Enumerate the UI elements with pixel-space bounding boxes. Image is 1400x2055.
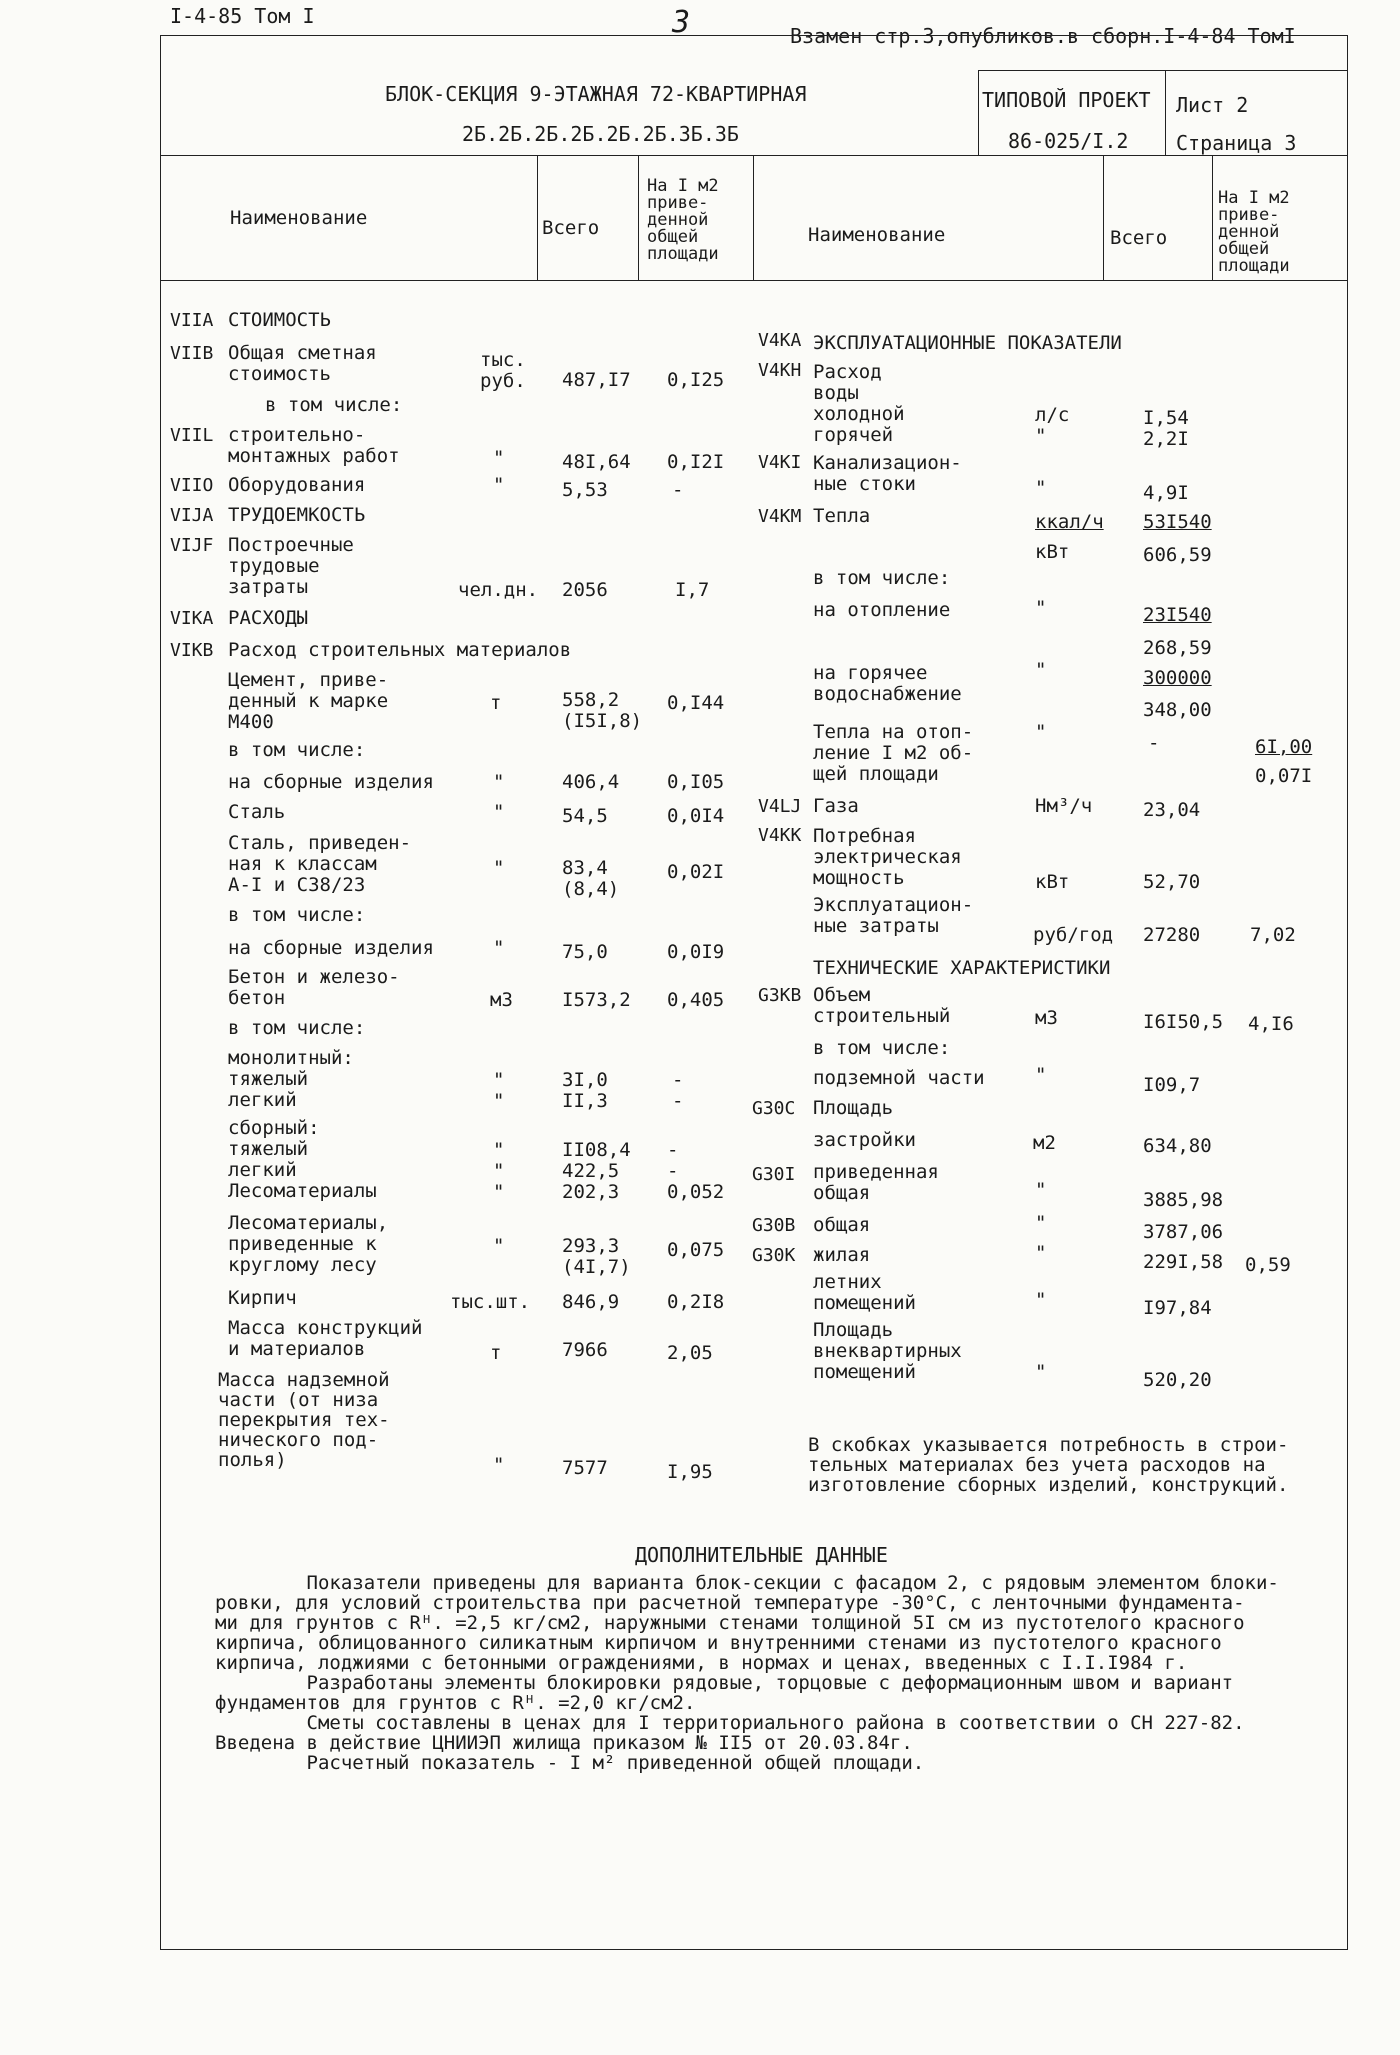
code: V4КН — [758, 360, 802, 381]
sheet-number: Лист 2 — [1176, 93, 1249, 117]
row-total: 229I,58 — [1143, 1251, 1224, 1273]
row-name: Газа — [813, 795, 859, 817]
row-unit: " — [493, 474, 505, 496]
header-per-m2-left: На I м2 приве- денной общей площади — [647, 176, 719, 264]
replace-note: Взамен стр.3,опубликов.в сборн.I-4-84 ТомI — [790, 24, 1296, 48]
series-label: I-4-85 Том I — [170, 4, 315, 28]
row-total: 487,I7 — [562, 369, 631, 391]
row-total: 2056 — [562, 579, 608, 601]
row-unit: л/с " — [1035, 404, 1070, 447]
row-unit: т — [490, 1342, 502, 1364]
row-total: 558,2 (I5I,8) — [562, 689, 643, 732]
row-total: 54,5 — [562, 805, 608, 827]
row-total-2: 348,00 — [1143, 699, 1212, 721]
row-name: сборный: тяжелый легкий Лесоматериалы — [228, 1117, 377, 1202]
row-unit: м3 — [1035, 1007, 1058, 1029]
code: G30В — [752, 1215, 796, 1236]
row-unit: руб/год — [1033, 924, 1114, 946]
row-name: Масса конструкций и материалов — [228, 1317, 423, 1360]
row-name: в том числе: — [813, 1037, 951, 1059]
row-name: Лесоматериалы, приведенные к круглому лесу — [228, 1212, 389, 1276]
additional-data-text: Показатели приведены для варианта блок-секции с фасадом 2, с рядовым элементом блоки- ровки, для условий строительства при расчетной температуре -30°С, с ленточными фундамента- ми для грунтов с Rᴴ. =2,5 кг/см2, наружными стенами толщиной 5I см из пустотелого красного кирпича, облицованного силикатным кирпичом и внутренними стенами из пустотелого красного кирпича, лоджиями с бетонными ограждениями, в нормах и ценах, введенных с I.I.I984 г. Разработаны элементы блокировки рядовые, торцовые с деформационным швом и вариант фундаментов для грунтов с Rᴴ. =2,0 кг/см2. Сметы составлены в ценах для I территориального района в соответствии о СН 227-82. Введена в действие ЦНИИЭП жилища приказом № II5 от 20.03.84г. Расчетный показатель - I м² приведенной общей площади. — [215, 1572, 1279, 1774]
row-per-m2: 4,I6 — [1248, 1013, 1294, 1035]
row-total: 293,3 (4I,7) — [562, 1235, 631, 1278]
row-name: Тепла — [813, 505, 871, 527]
row-unit: " — [1035, 1289, 1047, 1311]
row-per-m2: 0,59 — [1245, 1254, 1291, 1276]
title-sep-2 — [1165, 70, 1166, 155]
row-unit: " — [1035, 597, 1047, 619]
page-mark: 3 — [672, 5, 691, 40]
row-name: жилая — [813, 1244, 871, 1266]
title-divider — [160, 155, 1348, 156]
row-unit: ккал/ч — [1035, 511, 1104, 533]
code: G30I — [752, 1164, 796, 1185]
row-unit: " — [1035, 1242, 1047, 1264]
row-unit: " — [493, 447, 505, 469]
code: VIКА — [170, 608, 214, 629]
row-name: Площадь внеквартирных помещений — [813, 1319, 962, 1383]
code: G30С — [752, 1098, 796, 1119]
row-name: приведенная общая — [813, 1161, 939, 1204]
row-total: 3I,0 II,3 — [562, 1069, 608, 1112]
row-unit: " — [493, 1454, 505, 1476]
row-name: Расход воды холодной горячей — [813, 361, 905, 446]
row-name: ТРУДОЕМКОСТЬ — [228, 504, 366, 526]
row-unit: " — [493, 771, 505, 793]
row-name: Кирпич — [228, 1287, 297, 1309]
row-name: Канализацион- ные стоки — [813, 452, 962, 495]
row-unit: кВт — [1035, 871, 1070, 893]
header-name-right: Наименование — [808, 224, 946, 246]
row-unit: " — [493, 857, 505, 879]
page-number: Страница 3 — [1176, 131, 1297, 155]
row-name: Построечные трудовые затраты — [228, 534, 354, 598]
row-name: Эксплуатацион- ные затраты — [813, 894, 974, 937]
row-name: Потребная электрическая мощность — [813, 825, 962, 889]
additional-data-heading: ДОПОЛНИТЕЛЬНЫЕ ДАННЫЕ — [635, 1543, 888, 1567]
row-total: I6I50,5 — [1143, 1011, 1224, 1033]
hdr-sep-3 — [753, 155, 754, 280]
row-total: 5,53 — [562, 479, 608, 501]
brackets-note: В скобках указывается потребность в строи- тельных материалах без учета расходов на изготовление сборных изделий, конструкций. — [808, 1434, 1289, 1496]
row-total: 75,0 — [562, 941, 608, 963]
row-name: Цемент, приве- денный к марке М400 — [228, 669, 389, 733]
row-per-m2: 0,I2I — [667, 451, 725, 473]
row-name: Масса надземной части (от низа перекрытия тех- нического под- полья) — [218, 1369, 390, 1471]
row-name: на отопление — [813, 599, 951, 621]
row-per-m2: 0,075 — [667, 1239, 725, 1261]
code: G30К — [752, 1245, 796, 1266]
row-per-m2: 0,0I9 — [667, 941, 725, 963]
row-name: общая — [813, 1214, 871, 1236]
row-per-m2: 0,I25 — [667, 369, 725, 391]
row-unit: м2 — [1033, 1132, 1056, 1154]
row-total: 27280 — [1143, 924, 1201, 946]
code: V4КМ — [758, 506, 802, 527]
row-unit: " — [1035, 477, 1047, 499]
row-name: на сборные изделия — [228, 937, 434, 959]
row-per-m2: 0,405 — [667, 989, 725, 1011]
code: VIIL — [170, 425, 214, 446]
row-per-m2: 0,0I4 — [667, 805, 725, 827]
row-total: 23I540 — [1143, 604, 1212, 626]
row-name: Общая сметная стоимость — [228, 342, 377, 385]
row-unit: " — [493, 937, 505, 959]
row-total: I,54 2,2I — [1143, 407, 1189, 450]
row-per-m2: 0,2I8 — [667, 1291, 725, 1313]
header-total-left: Всего — [542, 217, 600, 239]
row-unit-2: кВт — [1035, 541, 1070, 563]
row-name: в том числе: — [813, 567, 951, 589]
title-sep-1 — [978, 70, 979, 155]
code: VIIА — [170, 310, 214, 331]
row-per-m2-2: 0,07I — [1255, 765, 1313, 787]
row-name: Сталь — [228, 801, 286, 823]
row-name: на горячее водоснабжение — [813, 662, 962, 705]
row-total: - — [1148, 732, 1160, 754]
row-per-m2: 0,I44 — [667, 692, 725, 714]
row-per-m2: I,7 — [675, 579, 710, 601]
row-total: 634,80 — [1143, 1135, 1212, 1157]
row-unit: " — [1035, 1179, 1047, 1201]
row-name: подземной части — [813, 1067, 985, 1089]
row-per-m2: 7,02 — [1250, 924, 1296, 946]
row-name: СТОИМОСТЬ — [228, 309, 331, 331]
row-name: строительно- монтажных работ — [228, 424, 400, 467]
row-unit: " " " — [493, 1139, 505, 1203]
row-per-m2: I,95 — [667, 1461, 713, 1483]
header-per-m2-right: На I м2 приве- денной общей площади — [1218, 188, 1290, 276]
row-unit: чел.дн. — [458, 579, 539, 601]
document-title: БЛОК-СЕКЦИЯ 9-ЭТАЖНАЯ 72-КВАРТИРНАЯ — [385, 82, 807, 106]
header-name-left: Наименование — [230, 207, 368, 229]
row-name: застройки — [813, 1129, 916, 1151]
row-total-2: 606,59 — [1143, 544, 1212, 566]
row-total: 48I,64 — [562, 451, 631, 473]
code: V4LJ — [758, 796, 802, 817]
row-name: Объем строительный — [813, 984, 951, 1027]
row-total-2: 268,59 — [1143, 637, 1212, 659]
row-name: РАСХОДЫ — [228, 607, 309, 629]
row-name: в том числе: — [228, 1017, 366, 1039]
row-total: 406,4 — [562, 771, 620, 793]
row-per-m2: - — [672, 479, 684, 501]
row-unit: м3 — [490, 989, 513, 1011]
row-per-m2: - - 0,052 — [667, 1139, 725, 1203]
project-label: ТИПОВОЙ ПРОЕКТ — [982, 88, 1151, 112]
row-name: Сталь, приведен- ная к классам А-I и С38/23 — [228, 832, 412, 896]
row-name: на сборные изделия — [228, 771, 434, 793]
row-unit: " — [1035, 721, 1047, 743]
row-total: I97,84 — [1143, 1297, 1212, 1319]
row-unit: " — [493, 801, 505, 823]
row-name: Площадь — [813, 1097, 894, 1119]
document-subtitle: 2Б.2Б.2Б.2Б.2Б.2Б.3Б.3Б — [462, 122, 739, 146]
code: G3КВ — [758, 985, 802, 1006]
row-total: 52,70 — [1143, 871, 1201, 893]
row-name: летних помещений — [813, 1271, 916, 1314]
row-total: 3787,06 — [1143, 1221, 1224, 1243]
row-per-m2: - - — [672, 1069, 684, 1112]
row-total: 23,04 — [1143, 799, 1201, 821]
code: VIJА — [170, 505, 214, 526]
row-name: в том числе: — [265, 394, 403, 416]
row-unit: " — [1035, 1361, 1047, 1383]
row-per-m2: 0,02I — [667, 861, 725, 883]
code: VIКВ — [170, 640, 214, 661]
row-total: 83,4 (8,4) — [562, 857, 620, 900]
row-unit: Нм³/ч — [1035, 795, 1093, 817]
hdr-sep-4 — [1103, 155, 1104, 280]
row-unit: " — [1035, 659, 1047, 681]
project-number: 86-025/I.2 — [1008, 129, 1129, 153]
row-name: в том числе: — [228, 904, 366, 926]
header-total-right: Всего — [1110, 227, 1168, 249]
row-total: 7966 — [562, 1339, 608, 1361]
row-unit: тыс. руб. — [480, 349, 526, 392]
row-total: I573,2 — [562, 989, 631, 1011]
row-unit: " — [1035, 1212, 1047, 1234]
row-total: 3885,98 — [1143, 1189, 1224, 1211]
row-total: 7577 — [562, 1457, 608, 1479]
code: V4КI — [758, 452, 802, 473]
row-name: ЭКСПЛУАТАЦИОННЫЕ ПОКАЗАТЕЛИ — [813, 332, 1122, 354]
code: VIIО — [170, 475, 214, 496]
code: V4КА — [758, 330, 802, 351]
hdr-sep-2 — [638, 155, 639, 280]
row-unit: тыс.шт. — [450, 1291, 531, 1313]
row-total: 4,9I — [1143, 482, 1189, 504]
row-total: 520,20 — [1143, 1369, 1212, 1391]
code: VIIВ — [170, 343, 214, 364]
hdr-sep-1 — [537, 155, 538, 280]
row-name: в том числе: — [228, 739, 366, 761]
title-top-line — [978, 70, 1348, 71]
row-unit: " — [1035, 1064, 1047, 1086]
row-per-m2: 2,05 — [667, 1342, 713, 1364]
row-name: Бетон и железо- бетон — [228, 966, 400, 1009]
header-bottom-line — [160, 280, 1348, 281]
code: V4КК — [758, 825, 802, 846]
row-name: Оборудования — [228, 474, 366, 496]
row-unit: " " — [493, 1069, 505, 1112]
row-name: монолитный: тяжелый легкий — [228, 1047, 354, 1111]
row-unit: т — [490, 692, 502, 714]
row-per-m2: 0,I05 — [667, 771, 725, 793]
row-name: Тепла на отоп- ление I м2 об- щей площади — [813, 721, 974, 785]
row-name: Расход строительных материалов — [228, 639, 572, 661]
row-total: I09,7 — [1143, 1074, 1201, 1096]
row-total: 300000 — [1143, 667, 1212, 689]
row-unit: " — [493, 1235, 505, 1257]
row-name: ТЕХНИЧЕСКИЕ ХАРАКТЕРИСТИКИ — [813, 957, 1111, 979]
row-total: II08,4 422,5 202,3 — [562, 1139, 631, 1203]
row-per-m2: 6I,00 — [1255, 736, 1313, 758]
row-total: 53I540 — [1143, 511, 1212, 533]
hdr-sep-5 — [1212, 155, 1213, 280]
row-total: 846,9 — [562, 1291, 620, 1313]
code: VIJF — [170, 535, 214, 556]
